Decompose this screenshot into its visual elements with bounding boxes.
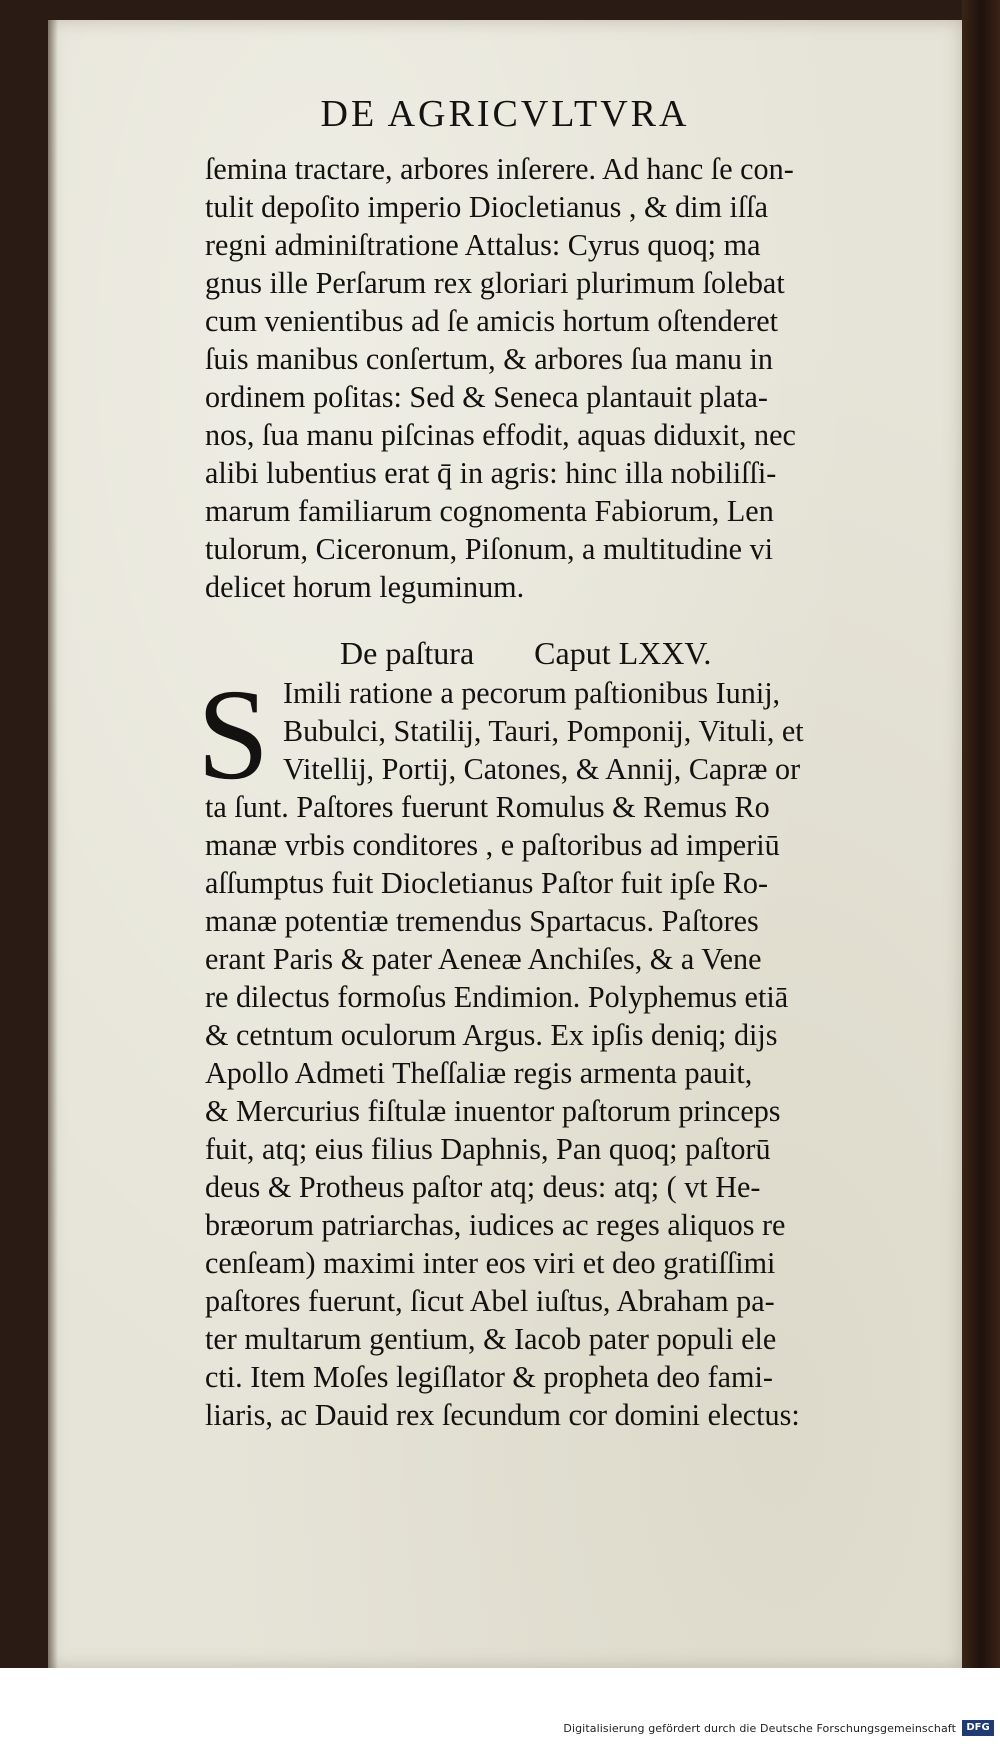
scan-footer-strip — [0, 1668, 1000, 1750]
text-line: regni adminiſtratione Attalus: Cyrus quoq; ma — [205, 228, 761, 262]
text-line: gnus ille Perſarum rex gloriari plurimum ſolebat — [205, 266, 785, 300]
text-line: cum venientibus ad ſe amicis hortum oſtenderet — [205, 304, 778, 338]
text-line: cti. Item Moſes legiſlator & propheta deo fami- — [205, 1360, 773, 1394]
dfg-logo: DFG — [962, 1720, 994, 1736]
page-body — [197, 150, 965, 1434]
chapter-number: Caput LXXV. — [534, 635, 712, 671]
text-line: Bubulci, Statilij, Tauri, Pomponij, Vituli, et — [283, 714, 804, 748]
text-line: manæ vrbis conditores , e paſtoribus ad imperiū — [205, 828, 780, 862]
text-line: ſuis manibus conſertum, & arbores ſua manu in — [205, 342, 773, 376]
text-line: tulit depoſito imperio Diocletianus , & dim iſſa — [205, 190, 769, 224]
running-head: DE AGRICVLTVRA — [320, 93, 690, 135]
chapter-heading — [205, 634, 965, 674]
text-line: delicet horum leguminum. — [205, 570, 525, 604]
chapter-title: De paſtura — [340, 635, 475, 671]
text-line: ter multarum gentium, & Iacob pater populi ele — [205, 1322, 777, 1356]
page-gutter-shadow — [48, 20, 58, 1668]
text-line: liaris, ac Dauid rex ſecundum cor domini electus: — [205, 1398, 800, 1432]
paragraph-before — [205, 150, 965, 606]
text-line: ſemina tractare, arbores inſerere. Ad hanc ſe con- — [205, 152, 794, 186]
text-line: & Mercurius fiſtulæ inuentor paſtorum princeps — [205, 1094, 781, 1128]
text-line: deus & Protheus paſtor atq; deus: atq; ( vt He- — [205, 1170, 761, 1204]
drop-cap-letter: S — [197, 663, 270, 807]
text-line: Apollo Admeti Theſſaliæ regis armenta pauit, — [205, 1056, 753, 1090]
text-line: aſſumptus fuit Diocletianus Paſtor fuit ipſe Ro- — [205, 866, 769, 900]
text-line: cenſeam) maximi inter eos viri et deo gratiſſimi — [205, 1246, 776, 1280]
text-line: tulorum, Ciceronum, Piſonum, a multitudine vi — [205, 532, 774, 566]
paragraph-after — [205, 788, 965, 1434]
text-line: re dilectus formoſus Endimion. Polyphemus etiā — [205, 980, 789, 1014]
text-line: manæ potentiæ tremendus Spartacus. Paſtores — [205, 904, 759, 938]
text-line: erant Paris & pater Aeneæ Anchiſes, & a Vene — [205, 942, 762, 976]
text-line: Vitellij, Portij, Catones, & Annij, Capræ or — [283, 752, 801, 786]
text-line: bræorum patriarchas, iudices ac reges aliquos re — [205, 1208, 786, 1242]
text-line: marum familiarum cognomenta Fabiorum, Len — [205, 494, 774, 528]
text-line: ordinem poſitas: Sed & Seneca plantauit plata- — [205, 380, 768, 414]
text-line: nos, ſua manu piſcinas effodit, aquas diduxit, nec — [205, 418, 796, 452]
text-line: paſtores fuerunt, ſicut Abel iuſtus, Abraham pa- — [205, 1284, 775, 1318]
text-line: ta ſunt. Paſtores fuerunt Romulus & Remus Ro — [205, 790, 770, 824]
text-line: alibi lubentius erat q̄ in agris: hinc illa nobiliſſi- — [205, 456, 777, 490]
text-line: Imili ratione a pecorum paſtionibus Iunij, — [283, 676, 781, 710]
text-line: fuit, atq; eius filius Daphnis, Pan quoq; paſtorū — [205, 1132, 771, 1166]
text-line: & cetntum oculorum Argus. Ex ipſis deniq; dijs — [205, 1018, 778, 1052]
dropcap-lines — [205, 674, 965, 788]
digitization-credit: Digitalisierung gefördert durch die Deutsche Forschungsgemeinschaft — [563, 1722, 956, 1735]
scan-background-right — [962, 0, 1000, 1750]
